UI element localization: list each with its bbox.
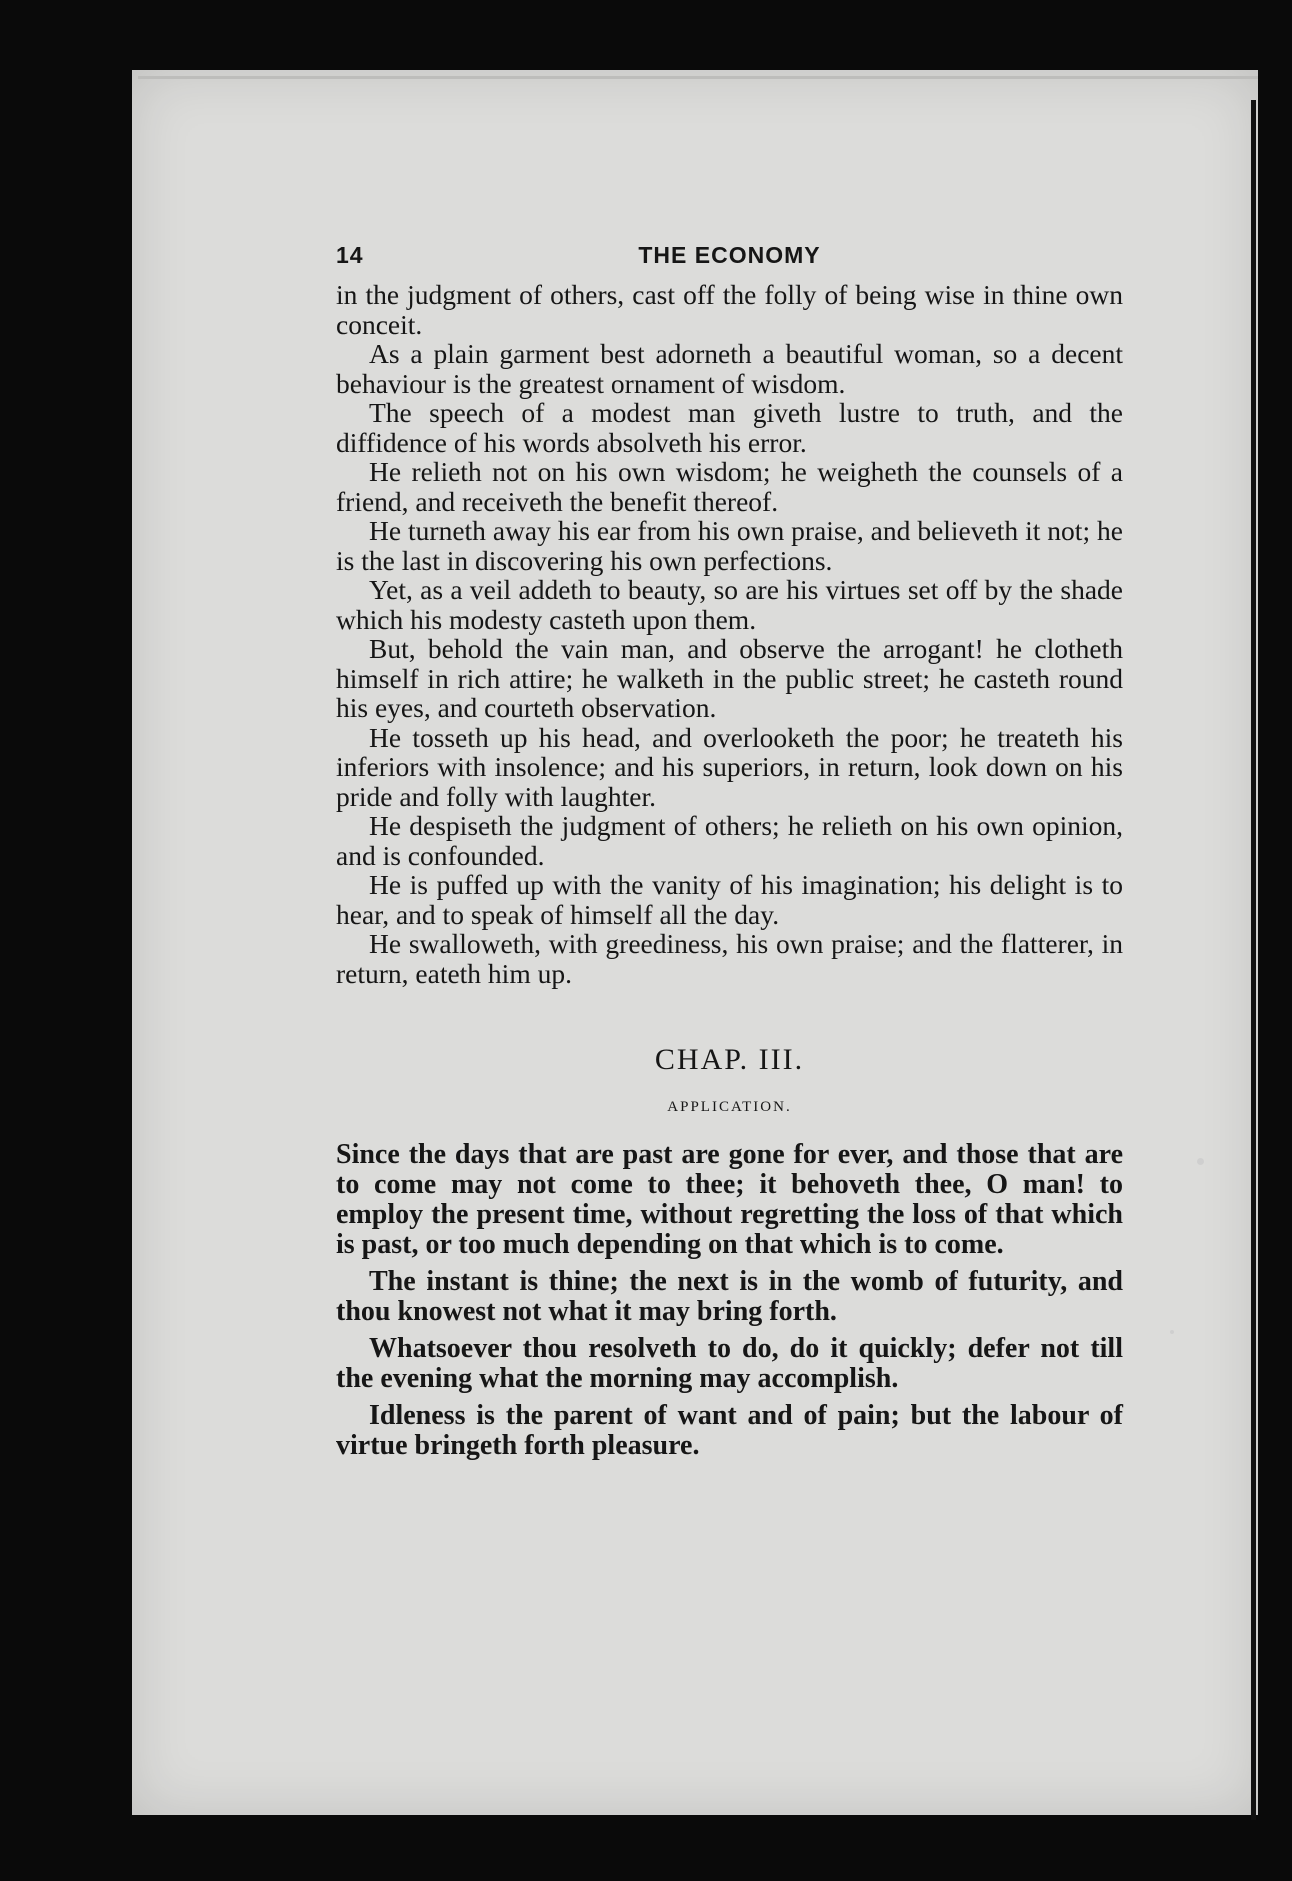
chapter-heading: CHAP. III. (654, 1043, 805, 1076)
paragraph: He despiseth the judgment of others; he relieth on his own opinion, and is confounded. (336, 810, 1123, 871)
paragraph: As a plain garment best adorneth a beautiful woman, so a decent behaviour is the greatest ornament of wisdom. (336, 338, 1123, 399)
paragraph: Yet, as a veil addeth to beauty, so are his virtues set off by the shade which his modesty casteth upon them. (336, 574, 1123, 635)
paragraph: He is puffed up with the vanity of his imagination; his delight is to hear, and to speak of himself all the day. (336, 869, 1123, 930)
paragraph: Since the days that are past are gone for ever, and those that are to come may not come to thee; it behoveth thee, O man! to employ the present time, without regretting the loss of that which is past, or too much depending on that which is to come. (336, 1139, 1123, 1260)
paragraph: The instant is thine; the next is in the womb of futurity, and thou knowest not what it may bring forth. (336, 1266, 1123, 1327)
paragraph: Whatsoever thou resolveth to do, do it quickly; defer not till the evening what the morning may accomplish. (336, 1333, 1123, 1394)
page-content (336, 238, 1123, 1468)
paragraph: Idleness is the parent of want and of pain; but the labour of virtue bringeth forth pleasure. (336, 1400, 1123, 1461)
paragraph: But, behold the vain man, and observe the arrogant! he clotheth himself in rich attire; he walketh in the public street; he casteth round his eyes, and courteth observation. (336, 633, 1123, 723)
paragraph: He tosseth up his head, and overlooketh the poor; he treateth his inferiors with insolence; and his superiors, in return, look down on his pride and folly with laughter. (336, 721, 1123, 812)
running-title: THE ECONOMY (638, 242, 821, 268)
paragraph: in the judgment of others, cast off the folly of being wise in thine own conceit. (336, 279, 1123, 340)
next-page-edge (1251, 100, 1256, 1820)
paragraph: He swalloweth, with greediness, his own praise; and the flatterer, in return, eateth him up. (336, 928, 1123, 989)
section-text (336, 280, 1123, 988)
page-speck (1197, 1158, 1204, 1165)
page-number: 14 (336, 242, 364, 268)
chapter-subtitle: APPLICATION. (667, 1099, 792, 1115)
running-head (336, 238, 1123, 274)
paragraph: He turneth away his ear from his own praise, and believeth it not; he is the last in discovering his own perfections. (336, 515, 1123, 576)
page-speck (1170, 1330, 1174, 1334)
paragraph: The speech of a modest man giveth lustre to truth, and the diffidence of his words absolveth his error. (336, 397, 1123, 458)
paragraph: He relieth not on his own wisdom; he weigheth the counsels of a friend, and receiveth the benefit thereof. (336, 456, 1123, 517)
chapter-text (336, 1140, 1123, 1461)
